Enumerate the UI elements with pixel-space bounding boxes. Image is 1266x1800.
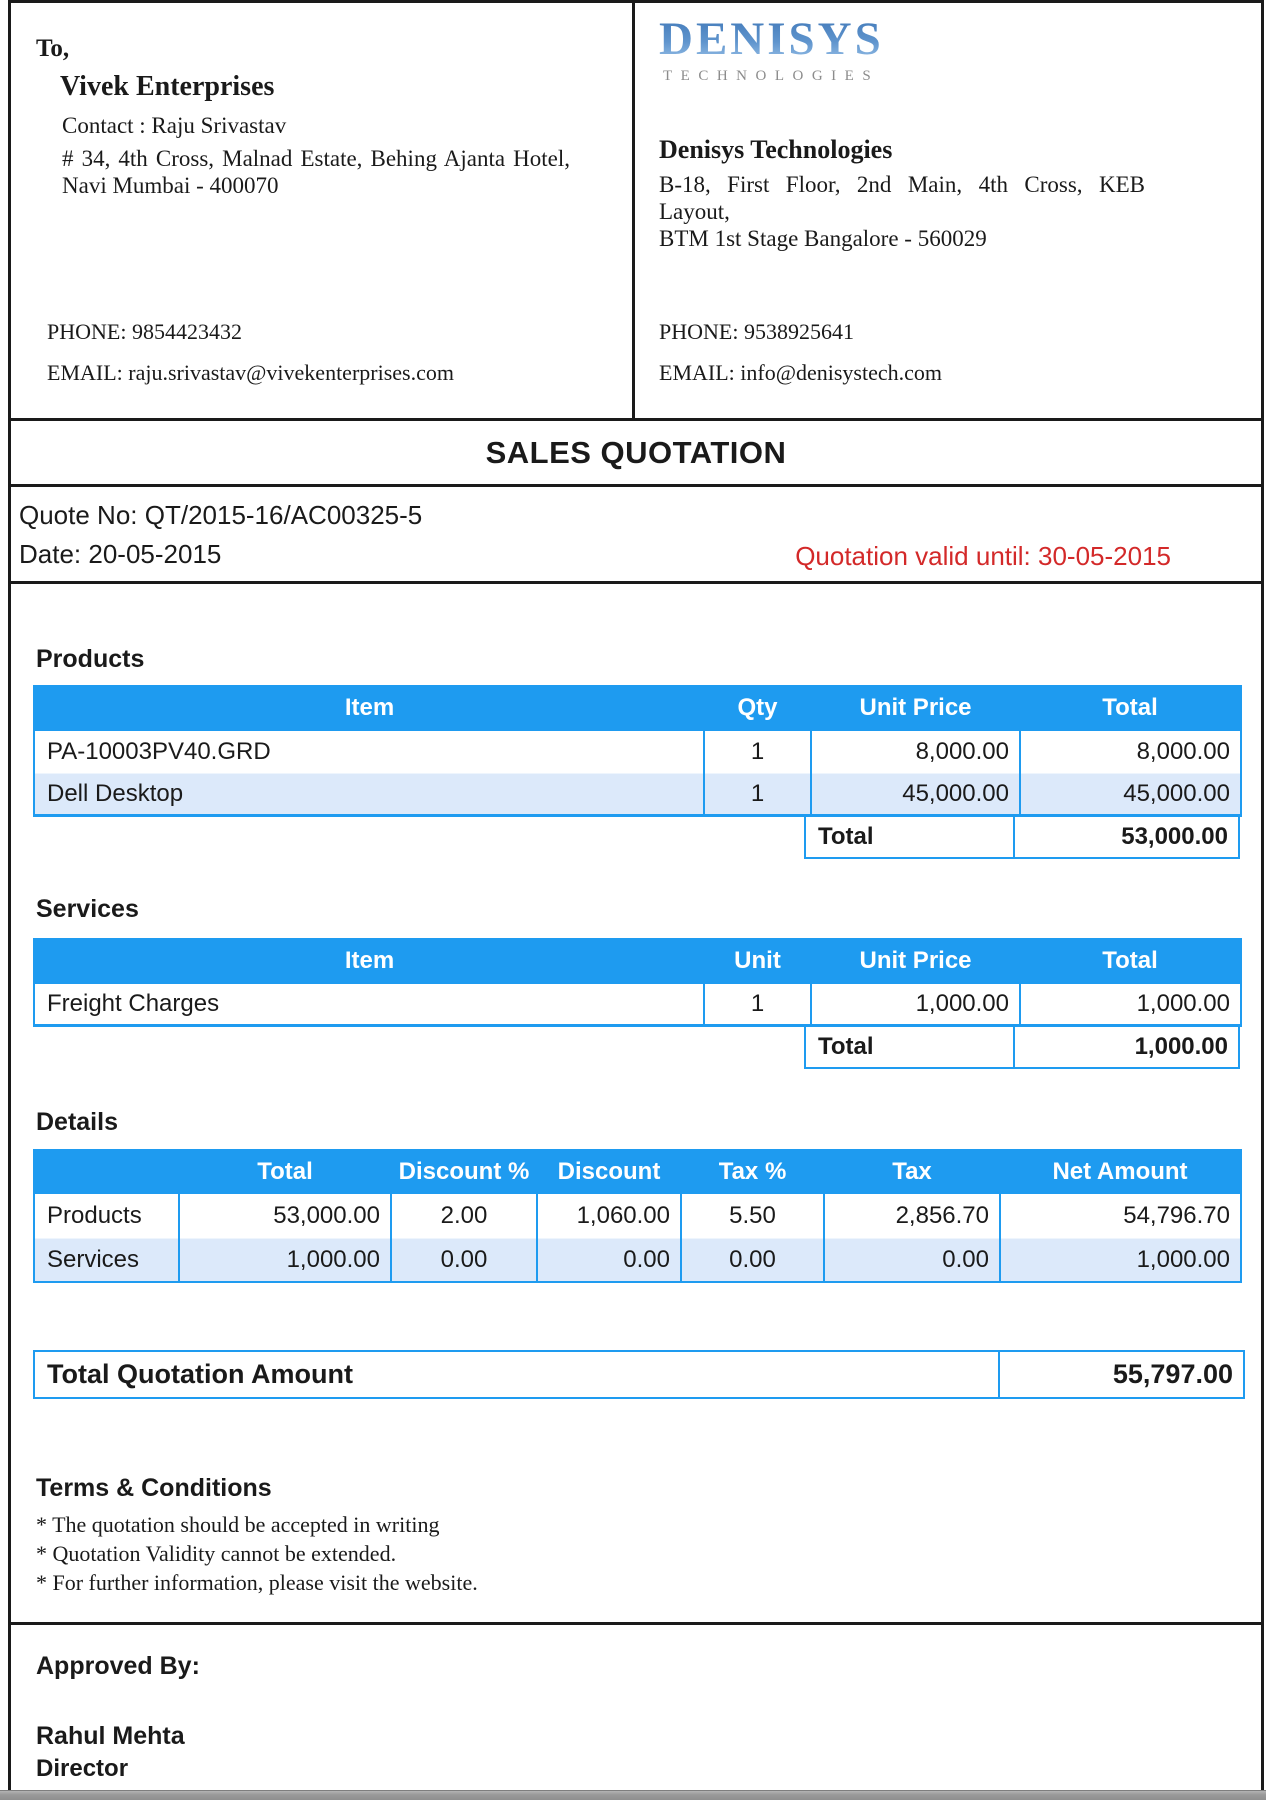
company-phone: PHONE: 9538925641	[659, 319, 854, 344]
company-address-line2: BTM 1st Stage Bangalore - 560029	[659, 226, 987, 251]
service-item: Freight Charges	[34, 984, 704, 1026]
product-item: PA-10003PV40.GRD	[34, 731, 704, 773]
company-logo	[659, 13, 1241, 85]
recipient-to-label: To,	[36, 35, 70, 62]
recipient-phone: PHONE: 9854423432	[47, 319, 242, 344]
quote-valid-until: Quotation valid until: 30-05-2015	[795, 541, 1171, 571]
service-total: 1,000.00	[1020, 984, 1241, 1026]
table-row	[34, 731, 1241, 773]
details-discount-pct: 2.00	[391, 1194, 537, 1238]
recipient-address	[62, 145, 570, 199]
products-total-amount: 53,000.00	[1121, 822, 1228, 850]
products-total-label: Total	[806, 817, 1015, 857]
table-row	[34, 984, 1241, 1026]
details-tax-pct: 0.00	[681, 1238, 824, 1282]
window-bottom-edge	[0, 1790, 1266, 1800]
company-email: EMAIL: info@denisystech.com	[659, 360, 942, 385]
table-row	[34, 1238, 1241, 1282]
terms-list	[36, 1510, 1261, 1597]
terms-item: * For further information, please visit the website.	[36, 1570, 478, 1595]
recipient-address-line1: # 34, 4th Cross, Malnad Estate, Behing Ajanta Hotel,	[62, 146, 570, 171]
products-summary-wrap	[11, 817, 1240, 859]
details-row-label: Services	[34, 1238, 179, 1282]
details-col-discount: Discount	[537, 1149, 681, 1194]
table-row	[34, 773, 1241, 815]
products-table	[33, 685, 1242, 817]
document-header	[11, 3, 1261, 421]
approver-name: Rahul Mehta	[36, 1722, 185, 1750]
services-col-total: Total	[1020, 938, 1241, 984]
approved-by-label: Approved By:	[36, 1652, 200, 1680]
recipient-contact-lines	[47, 319, 454, 401]
products-header-row	[34, 685, 1241, 731]
recipient-name: Vivek Enterprises	[60, 71, 275, 102]
details-tax: 2,856.70	[824, 1194, 1000, 1238]
recipient-address-line2: Navi Mumbai - 400070	[62, 173, 279, 198]
services-header-row	[34, 938, 1241, 984]
quote-number: Quote No: QT/2015-16/AC00325-5	[19, 500, 423, 530]
approver-title: Director	[36, 1755, 129, 1782]
grand-total-box	[33, 1350, 1245, 1399]
company-address	[659, 171, 1145, 252]
products-col-qty: Qty	[704, 685, 811, 731]
quote-info	[11, 487, 1261, 584]
details-col-tax-pct: Tax %	[681, 1149, 824, 1194]
approval-block	[11, 1625, 1261, 1782]
company-address-line1: B-18, First Floor, 2nd Main, 4th Cross, KEB Layout,	[659, 172, 1145, 224]
company-contact-lines	[659, 319, 942, 401]
details-discount: 0.00	[537, 1238, 681, 1282]
recipient-email: EMAIL: raju.srivastav@vivekenterprises.com	[47, 360, 454, 385]
details-total: 53,000.00	[179, 1194, 391, 1238]
company-logo-text: DENISYS	[659, 13, 1241, 65]
product-qty: 1	[704, 731, 811, 773]
services-heading: Services	[36, 894, 139, 923]
services-total-amount: 1,000.00	[1134, 1033, 1228, 1060]
details-header-row	[34, 1149, 1241, 1194]
details-row-label: Products	[34, 1194, 179, 1238]
company-name: Denisys Technologies	[659, 135, 893, 164]
details-net: 54,796.70	[1000, 1194, 1241, 1238]
title-band	[11, 421, 1261, 487]
services-summary-wrap	[11, 1027, 1240, 1069]
grand-total-amount: 55,797.00	[1112, 1359, 1233, 1389]
details-heading: Details	[36, 1108, 118, 1136]
company-block	[635, 3, 1261, 418]
service-unit: 1	[704, 984, 811, 1026]
company-logo-subtext: TECHNOLOGIES	[663, 68, 880, 84]
recipient-block	[11, 3, 635, 418]
details-col-blank	[34, 1149, 179, 1194]
details-col-net: Net Amount	[1000, 1149, 1241, 1194]
quote-date: Date: 20-05-2015	[19, 539, 222, 569]
terms-heading: Terms & Conditions	[36, 1474, 272, 1502]
details-discount: 1,060.00	[537, 1194, 681, 1238]
details-col-tax: Tax	[824, 1149, 1000, 1194]
services-col-unit: Unit	[704, 938, 811, 984]
terms-item: * The quotation should be accepted in writing	[36, 1512, 440, 1537]
products-total-row	[804, 817, 1240, 859]
details-tax-pct: 5.50	[681, 1194, 824, 1238]
grand-total-label: Total Quotation Amount	[35, 1352, 1000, 1397]
product-total: 8,000.00	[1020, 731, 1241, 773]
services-table	[33, 938, 1242, 1028]
product-item: Dell Desktop	[34, 773, 704, 815]
quotation-document	[8, 0, 1264, 1790]
product-qty: 1	[704, 773, 811, 815]
service-unit-price: 1,000.00	[811, 984, 1020, 1026]
terms-item: * Quotation Validity cannot be extended.	[36, 1541, 397, 1566]
recipient-contact: Contact : Raju Srivastav	[62, 113, 287, 138]
page-title: SALES QUOTATION	[485, 434, 787, 470]
product-unit-price: 8,000.00	[811, 731, 1020, 773]
details-col-discount-pct: Discount %	[391, 1149, 537, 1194]
services-col-unit-price: Unit Price	[811, 938, 1020, 984]
details-table	[33, 1149, 1242, 1283]
details-discount-pct: 0.00	[391, 1238, 537, 1282]
details-tax: 0.00	[824, 1238, 1000, 1282]
details-total: 1,000.00	[179, 1238, 391, 1282]
products-col-unit-price: Unit Price	[811, 685, 1020, 731]
product-unit-price: 45,000.00	[811, 773, 1020, 815]
services-total-label: Total	[806, 1027, 1015, 1067]
services-col-item: Item	[34, 938, 704, 984]
products-col-total: Total	[1020, 685, 1241, 731]
services-total-row	[804, 1027, 1240, 1069]
products-heading: Products	[36, 645, 145, 673]
product-total: 45,000.00	[1020, 773, 1241, 815]
table-row	[34, 1194, 1241, 1238]
products-col-item: Item	[34, 685, 704, 731]
details-net: 1,000.00	[1000, 1238, 1241, 1282]
details-col-total: Total	[179, 1149, 391, 1194]
